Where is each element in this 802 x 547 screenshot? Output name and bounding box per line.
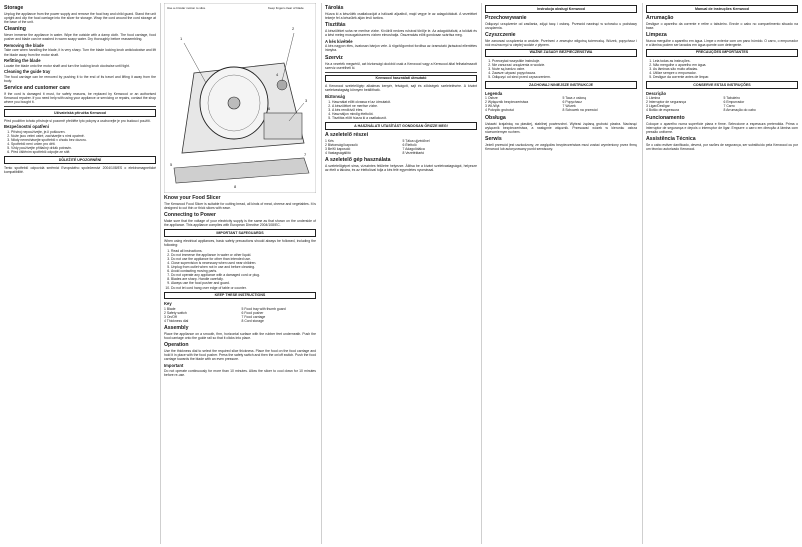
key-item: 1 Blade — [164, 306, 176, 311]
list-item: 3. A kés rendkívül éles. — [332, 108, 477, 112]
subsection-title: Cleaning the guide tray — [4, 69, 51, 75]
key-item: 6 Ételtoló — [402, 142, 417, 147]
paragraph: Locate the blade onto the motor shaft and turn the locking knob clockwise until tight. — [4, 63, 130, 68]
figure-note: Use a circular motion to slice — [167, 6, 206, 10]
list-item: 5. Desligue da corrente antes de limpar. — [653, 75, 798, 79]
key-item: 2 Interruptor de segurança — [646, 100, 686, 105]
key-item: 5 Taca z osłoną — [562, 96, 586, 101]
key-item: 2 Wyłącznik bezpieczeństwa — [485, 100, 529, 105]
subsection-title: A kés kivétele — [325, 38, 353, 44]
paragraph: Nie zanurzać urządzenia w wodzie. Przetrzeć z zewnątrz wilgotną ściereczką. Wózek, popychacz i nóż można myć w ciepłej wodzie z płynem. — [485, 38, 637, 47]
callout-label: 1 — [180, 36, 183, 41]
list-item: 7. Do not operate any appliance with a damaged cord or plug. — [171, 273, 316, 277]
key-item: 7 Carro — [723, 104, 735, 109]
callout-label: 4 — [276, 72, 279, 77]
paragraph: Před použitím tohoto přístroje si pozorně přečtěte tyto pokyny a uschovejte je pro budoucí použití. — [4, 118, 151, 123]
section-title: Arrumação — [646, 14, 674, 21]
column-1 — [4, 3, 156, 544]
paragraph: Ha a vezeték megsérül, azt biztonsági okokból csak a Kenwood vagy a Kenwood által felhatalmazott szerviz cserélheti ki. — [325, 61, 477, 70]
key-table — [646, 96, 798, 112]
list-item: 2. Nie zanurzać urządzenia w wodzie. — [492, 63, 637, 67]
safety-list — [4, 130, 156, 155]
paragraph: Take care when handling the blade, it is very sharp. Turn the blade locking knob anticlockwise and lift the blade away from the motor shaft. — [4, 48, 156, 57]
list-item: 10. Do not let cord hang over edge of table or counter. — [171, 286, 316, 290]
key-item: 7 Wózek — [562, 104, 576, 109]
keep-banner: ZACHOWAJ NINIEJSZE INSTRUKCJE — [485, 81, 637, 89]
key-item: 7 Food carriage — [241, 314, 266, 319]
list-item: 3. As lâminas são muito afiadas. — [653, 67, 798, 71]
key-item: 8 Schowek na przewód — [562, 108, 598, 113]
list-item: 8. Blades are sharp. Handle carefully. — [171, 277, 316, 281]
section-title: Cleaning — [4, 26, 26, 33]
section-title: Serwis — [485, 135, 502, 142]
paragraph: Make sure that the voltage of your electricity supply is the same as that shown on the underside of the appliance. This appliance complies with European Directive 2004/108/EC. — [164, 219, 316, 228]
callout-label: 8 — [234, 184, 237, 189]
safety-list — [646, 59, 798, 79]
column-divider — [642, 3, 643, 544]
key-item: 8 Vezetéktartó — [402, 150, 425, 155]
paragraph: A készüléket soha ne merítse vízbe. Kívülről nedves ruhával törölje le. Az adagolótálcát, a tolókát és a kést meleg mosogatószeres vízben elmoshatja. Összerakás előtt gondosan szárítsa meg. — [325, 29, 477, 38]
keep-banner: CONSERVE ESTAS INSTRUÇÕES — [646, 81, 798, 89]
paragraph: When using electrical appliances, basic safety precautions should always be followed, including the following: — [164, 238, 316, 248]
key-item: 5 Tálca ujjvédővel — [402, 138, 430, 143]
subsection-title: Legenda — [485, 90, 503, 96]
section-title: Assembly — [164, 325, 189, 332]
list-item: 3. Nikdy nenechávejte spotřebič v chodu bez dozoru. — [11, 138, 156, 142]
section-title: Szerviz — [325, 54, 343, 61]
paragraph: Húzza ki a készülék csatlakozóját a hálózati aljzatból, majd vegye le az adagolótálcát. A vezetéket tekerje fel a készülék alján levő tartóra. — [325, 12, 477, 21]
divider — [325, 72, 477, 73]
key-item: 4 Vastagságállító — [325, 150, 351, 155]
section-title: A szeletelő gép használata — [325, 156, 391, 163]
list-item: 2. A készüléket ne merítse vízbe. — [332, 104, 477, 108]
key-item: 2 Biztonsági kapcsoló — [325, 142, 358, 147]
paragraph: A kés nagyon éles, óvatosan bánjon vele. A rögzítőgombot fordítsa az óramutató járásával ellentétes irányba. — [325, 44, 477, 53]
section-title: Know your Food Slicer — [164, 195, 221, 201]
keep-banner: KEEP THESE INSTRUCTIONS — [164, 292, 316, 300]
key-item: 6 Empurrador — [723, 100, 745, 105]
safety-list — [485, 59, 637, 79]
subsection-title: Biztonság — [325, 94, 346, 100]
paragraph: Place the appliance on a smooth, firm, horizontal surface with the rubber feet underneath. Push the food carriage onto the guide rail so that it clicks into place. — [164, 332, 316, 341]
list-item: 4. Utilize sempre o empurrador. — [653, 71, 798, 75]
list-item: 5. Unplug from outlet when not in use and before cleaning. — [171, 265, 316, 269]
section-title: A szeletelő részei — [325, 131, 369, 138]
key-item: 6 Popychacz — [562, 100, 582, 105]
section-title: Funcionamento — [646, 114, 685, 121]
paragraph: Jeżeli przewód jest uszkodzony, ze względów bezpieczeństwa musi zostać wymieniony przez firmę Kenwood lub autoryzowany punkt serwisowy. — [485, 142, 637, 151]
list-item: 1. Przeczytać wszystkie instrukcje. — [492, 59, 637, 63]
column-4 — [485, 3, 637, 544]
list-item: 6. Avoid contacting moving parts. — [171, 269, 316, 273]
key-item: 3 On/Off — [164, 314, 177, 319]
key-item: 4 Pokrętło grubości — [485, 108, 515, 113]
paragraph: Coloque o aparelho numa superfície plana e firme. Seleccione a espessura pretendida. Prima o interruptor de segurança e depois o interruptor de ligar. Empurre o carro em direcção à lâmina com pressão uniforme. — [646, 121, 798, 134]
key-table — [485, 96, 637, 112]
paragraph: A szeletelőgépet sima, vízszintes felületre helyezze. Állítsa be a kívánt szeletvastagságot, helyezze az ételt a tálcára, és az ételtolóval tolja a kés felé egyenletes nyomással. — [325, 163, 477, 173]
column-divider — [321, 3, 322, 544]
paragraph: Use the thickness dial to select the required slice thickness. Place the food on the food carriage and hold it in place with the food pusher. Press the safety switch and then the on/off switch. Push the food carriage towards the blade with an even pressure. — [164, 349, 316, 362]
list-item: 2. Do not immerse the appliance in water or other liquid. — [171, 253, 316, 257]
list-item: 1. Használat előtt olvassa el az útmutatót. — [332, 100, 477, 104]
key-item: 1 Ostrze — [485, 96, 498, 101]
key-item: 2 Safety switch — [164, 310, 187, 315]
column-divider — [481, 3, 482, 544]
paragraph: Unplug the appliance from the power supply and remove the food tray and child guard. Stand the unit upright and clip the food carriage into the slicer for storage. Wrap the cord around the cord storage at the base of the unit. — [4, 12, 156, 25]
key-item: 4 Thickness dial — [164, 318, 189, 323]
section-title: Przechowywanie — [485, 14, 527, 21]
paragraph: Odłączyć urządzenie od zasilania, zdjąć tacę i osłonę. Przewód nawinąć w schowku u podstawy urządzenia. — [485, 21, 637, 30]
keep-banner: A HASZNÁLATI UTASÍTÁST GONDOSAN ŐRIZZE MEG! — [325, 122, 477, 130]
paragraph: A Kenwood szeletelőgép alkalmas kenyér, felvágott, sajt és zöldségek szeletelésére. A kívánt szeletvastagság könnyen beállítható. — [325, 84, 477, 93]
column-5 — [646, 3, 798, 544]
key-item: 6 Food pusher — [241, 310, 264, 315]
key-item: 5 Tabuleiro — [723, 96, 741, 101]
key-item: 8 Cord storage — [241, 318, 264, 323]
list-item: 1. Read all instructions. — [171, 249, 316, 253]
paragraph: Se o cabo estiver danificado, deverá, por razões de segurança, ser substituído pela Kenwood ou por um técnico autorizado Kenwood. — [646, 142, 798, 151]
callout-label: 5 — [170, 162, 173, 167]
column-divider — [160, 3, 161, 544]
safeguards-banner: IMPORTANT SAFEGUARDS — [164, 229, 316, 237]
section-title: Storage — [4, 5, 24, 11]
safety-list — [325, 100, 477, 120]
paragraph: Tento spotřebič odpovídá směrnici Evropského společenství 2004/108/ES o elektromagnetické kompatibilitě. — [4, 166, 156, 175]
section-title: Tisztítás — [325, 22, 346, 29]
key-item: 1 Lâmina — [646, 96, 660, 101]
list-item: 1. Leia todas as instruções. — [653, 59, 798, 63]
key-item: 1 Kés — [325, 138, 334, 143]
paragraph: If the cord is damaged it must, for safety reasons, be replaced by Kenwood or an authorised Kenwood repairer. If you need help with using your appliance or servicing or repairs, contact the shop where you bought it. — [4, 91, 156, 105]
column-3 — [325, 3, 477, 544]
safety-banner: WAŻNE ZASADY BEZPIECZEŃSTWA — [485, 49, 637, 57]
language-banner: Instrukcja obsługi Kenwood — [485, 5, 637, 13]
subsection-title: Refitting the blade — [4, 58, 41, 64]
list-item: 5. Vždy používejte přítlačný držák potravin. — [11, 146, 156, 150]
key-table — [325, 139, 477, 155]
list-item: 9. Always use the food pusher and guard. — [171, 281, 316, 285]
key-item: 7 Adagolótálca — [402, 146, 425, 151]
key-item: 5 Food tray with thumb guard — [241, 306, 286, 311]
list-item: 4. Spotřebič není určen pro děti. — [11, 142, 156, 146]
key-item: 3 Be/Ki kapcsoló — [325, 146, 351, 151]
subsection-title: Bezpečnostní opatření — [4, 124, 49, 130]
safety-banner: PRECAUÇÕES IMPORTANTES — [646, 49, 798, 57]
subsection-title: Descrição — [646, 90, 667, 96]
list-item: 2. Nože jsou velmi ostré, zacházejte s nimi opatrně. — [11, 134, 156, 138]
section-title: Service and customer care — [4, 84, 71, 91]
list-item: 5. Tisztítás előtt húzza ki a csatlakozót. — [332, 116, 477, 120]
paragraph: The Kenwood Food Slicer is suitable for cutting bread, all kinds of meat, cheese and vegetables. It is designed to cut thin or thick slices with ease. — [164, 202, 316, 211]
list-item: 4. Zawsze używać popychacza. — [492, 71, 637, 75]
section-title: Operation — [164, 342, 189, 349]
section-title: Limpeza — [646, 31, 667, 38]
list-item: 5. Odłączyć od sieci przed czyszczeniem. — [492, 75, 637, 79]
notice-banner: DŮLEŽITÉ UPOZORNĚNÍ — [4, 156, 156, 164]
key-item: 3 Wł./Wył. — [485, 104, 501, 109]
list-item: 1. Přístroj nepoužívejte, je-li poškozen. — [11, 130, 156, 134]
callout-label: 6 — [268, 106, 271, 111]
language-banner: Uživatelská příručka Kenwood — [4, 109, 156, 117]
key-item: 4 Botão de espessura — [646, 108, 679, 113]
section-title: Czyszczenie — [485, 31, 516, 38]
list-item: 4. Close supervision is necessary when used near children. — [171, 261, 316, 265]
paragraph: Nunca mergulhe o aparelho em água. Limpe o exterior com um pano húmido. O carro, o empurrador e a lâmina podem ser lavados em água quente com detergente. — [646, 38, 798, 47]
subsection-title: Important — [164, 363, 184, 369]
callout-label: 7 — [304, 152, 307, 157]
list-item: 6. Před čištěním spotřebič odpojte ze sítě. — [11, 150, 156, 154]
paragraph: Ustawić krajalnicę na płaskiej, stabilnej powierzchni. Wybrać żądaną grubość plastra. Nacisnąć wyłącznik bezpieczeństwa, a następnie włącznik. Przesuwać wózek w kierunku ostrza równomiernym ruchem. — [485, 121, 637, 134]
key-item: 8 Arrumação do cabo — [723, 108, 756, 113]
language-banner: Kenwood használati útmutató — [325, 75, 477, 83]
key-table — [164, 307, 316, 323]
subsection-title: Removing the blade — [4, 42, 44, 48]
section-title: Assistência Técnica — [646, 135, 696, 142]
section-title: Connecting to Power — [164, 212, 216, 219]
list-item: 3. Do not use the appliance for other than intended use. — [171, 257, 316, 261]
list-item: 3. Noże są bardzo ostre. — [492, 67, 637, 71]
figure-note: Keep fingers clear of blade — [268, 6, 304, 10]
list-item: 2. Não mergulhe o aparelho em água. — [653, 63, 798, 67]
safeguards-list — [164, 249, 316, 290]
key-item: 3 Ligar/Desligar — [646, 104, 670, 109]
column-2 — [164, 3, 316, 544]
callout-label: 2 — [292, 26, 295, 31]
paragraph: Desligue o aparelho da corrente e retire o tabuleiro. Enrole o cabo no compartimento situado na base. — [646, 21, 798, 30]
callout-label: 3 — [305, 98, 308, 103]
list-item: 4. Használjon mindig ételtolót. — [332, 112, 477, 116]
section-title: Obsługa — [485, 114, 506, 121]
product-figure — [164, 3, 316, 193]
paragraph: Do not operate continuously for more than 10 minutes. Allow the slicer to cool down for 10 minutes before re-use. — [164, 368, 316, 377]
food-slicer-illustration — [164, 3, 316, 193]
divider — [4, 106, 156, 107]
section-title: Tárolás — [325, 5, 344, 11]
paragraph: The food carriage can be removed by pushing it to the end of its travel and lifting it away from the body. — [4, 74, 156, 83]
paragraph: Never immerse the appliance in water. Wipe the outside with a damp cloth. The food carriage, food pusher and blade can be washed in warm soapy water. Dry thoroughly before reassembling. — [4, 33, 156, 42]
subsection-title: Key — [164, 301, 172, 307]
language-banner: Manual de instruções Kenwood — [646, 5, 798, 13]
